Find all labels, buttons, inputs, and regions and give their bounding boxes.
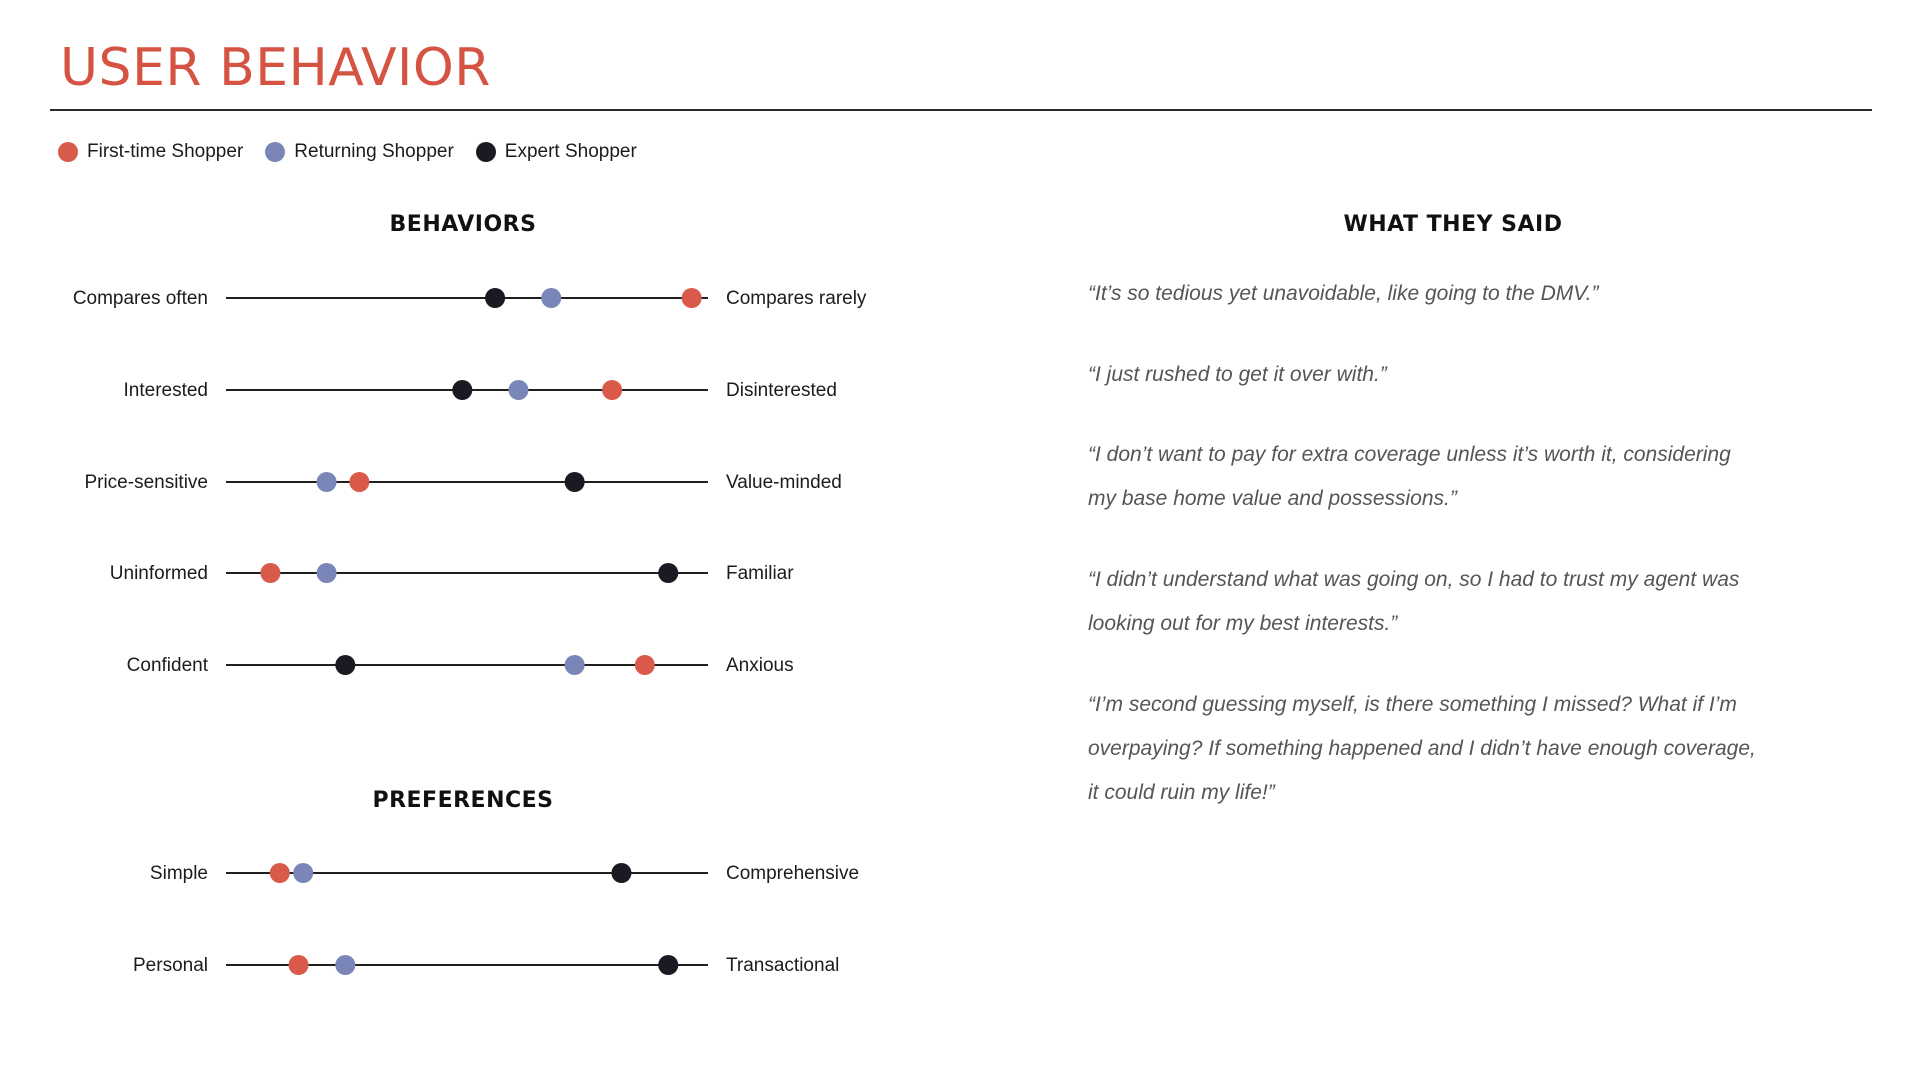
quote-5-line-1: “I’m second guessing myself, is there something I missed? What if I’m [1088,693,1737,716]
data-point-returning-shopper [335,955,355,975]
quote-3-line-1: “I don’t want to pay for extra coverage unless it’s worth it, considering [1088,443,1731,466]
data-point-first-time-shopper [260,563,280,583]
quote-5-line-3: it could ruin my life!” [1088,781,1275,804]
spectrum-row-compares-often-compares-rarely [73,288,867,309]
data-point-returning-shopper [317,472,337,492]
data-point-returning-shopper [541,288,561,308]
spectrum-left-label: Simple [149,863,208,884]
data-point-returning-shopper [293,863,313,883]
quote-4-line-1: “I didn’t understand what was going on, so I had to trust my agent was [1088,568,1740,591]
data-point-expert-shopper [485,288,505,308]
data-point-expert-shopper [658,563,678,583]
spectrum-left-label: Personal [133,955,208,976]
legend-label-first-time: First-time Shopper [87,141,244,162]
page-title: USER BEHAVIOR [60,38,491,98]
data-point-returning-shopper [508,380,528,400]
spectrum-right-label: Disinterested [726,380,837,401]
quote-4-line-2: looking out for my best interests.” [1088,612,1398,635]
legend-label-returning: Returning Shopper [294,141,454,162]
data-point-expert-shopper [658,955,678,975]
quote-1 [1088,272,1828,316]
data-point-first-time-shopper [289,955,309,975]
quote-3 [1088,433,1828,521]
spectrum-right-label: Transactional [726,955,840,976]
data-point-first-time-shopper [602,380,622,400]
spectrum-left-label: Price-sensitive [84,472,208,493]
data-point-expert-shopper [452,380,472,400]
spectrum-row-uninformed-familiar [110,563,794,584]
quote-5-line-2: overpaying? If something happened and I didn’t have enough coverage, [1088,737,1756,760]
spectrum-right-label: Comprehensive [726,863,860,884]
data-point-returning-shopper [317,563,337,583]
spectrum-row-price-sensitive-value-minded [84,472,841,493]
data-point-expert-shopper [335,655,355,675]
spectrum-row-personal-transactional [133,955,839,976]
spectrum-left-label: Compares often [72,288,208,309]
data-point-first-time-shopper [635,655,655,675]
behaviors-heading: BEHAVIORS [389,212,537,237]
data-point-first-time-shopper [270,863,290,883]
spectrum-right-label: Familiar [726,563,794,584]
data-point-first-time-shopper [349,472,369,492]
spectrum-right-label: Compares rarely [726,288,867,309]
preferences-heading: PREFERENCES [372,788,554,813]
spectrum-right-label: Value-minded [726,472,842,493]
spectrum-left-label: Confident [126,655,208,676]
spectrum-row-interested-disinterested [124,380,837,401]
spectrum-left-label: Uninformed [109,563,208,584]
quote-4 [1088,558,1828,646]
data-point-expert-shopper [565,472,585,492]
quote-5 [1088,683,1828,815]
spectrum-row-simple-comprehensive [150,863,859,884]
data-point-returning-shopper [565,655,585,675]
spectrum-left-label: Interested [123,380,208,401]
quote-1-line-1: “It’s so tedious yet unavoidable, like going to the DMV.” [1088,282,1599,305]
quotes-heading: WHAT THEY SAID [1343,212,1563,237]
data-point-expert-shopper [611,863,631,883]
quote-3-line-2: my base home value and possessions.” [1088,487,1457,510]
spectrum-row-confident-anxious [127,655,794,676]
data-point-first-time-shopper [682,288,702,308]
legend-label-expert: Expert Shopper [504,141,637,162]
quote-2-line-1: “I just rushed to get it over with.” [1088,363,1387,386]
quote-2 [1088,353,1828,397]
spectrum-right-label: Anxious [726,655,794,676]
